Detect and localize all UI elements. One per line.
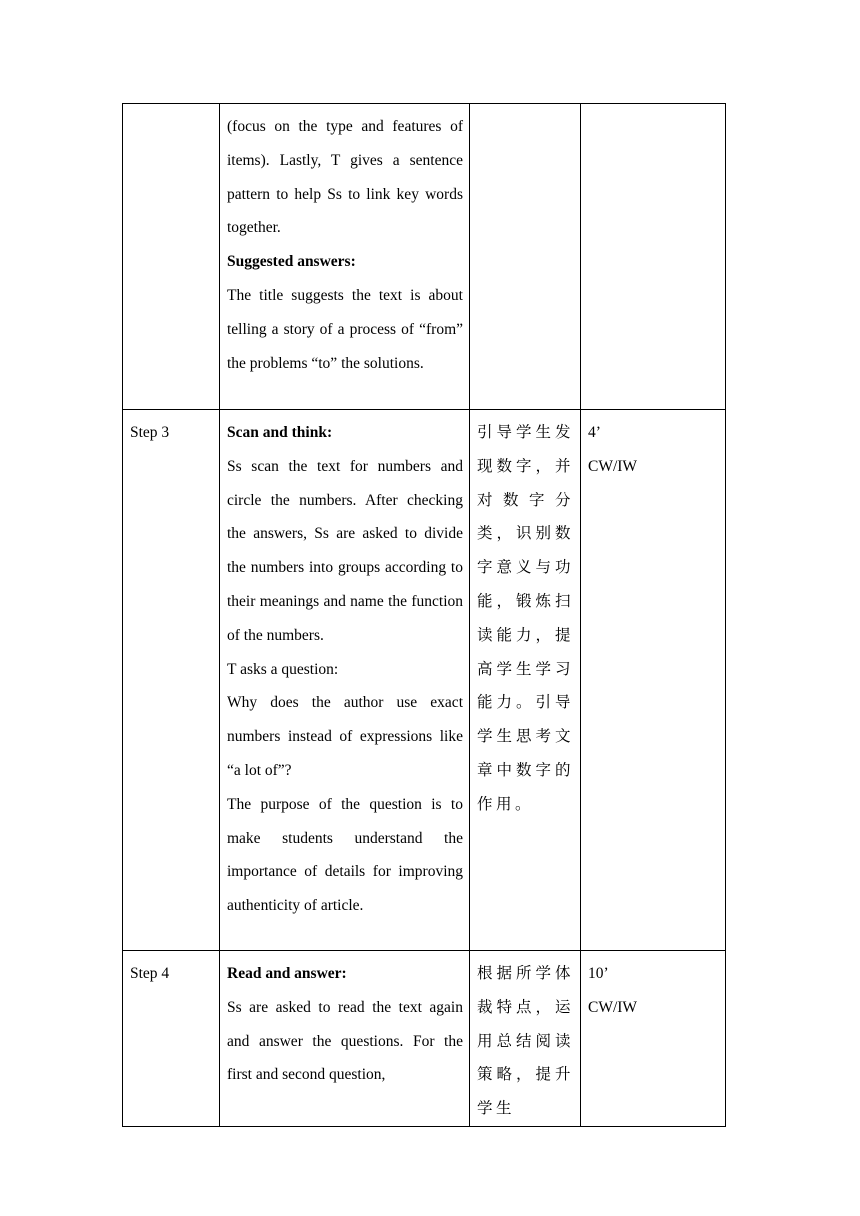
table-row [123, 104, 726, 410]
mode-value: CW/IW [588, 457, 638, 475]
process-heading: Scan and think: [227, 424, 333, 441]
time-mode-cell [581, 410, 726, 951]
purpose-text: 引导学生发现数字，并对数字分类，识别数字意义与功能，锻炼扫读能力，提高学生学习能力。引导学生思考文章中数字的作用。 [477, 423, 574, 813]
time-mode-cell [581, 951, 726, 1127]
step-cell [123, 104, 220, 410]
process-paragraph: (focus on the type and features of items). Lastly, T gives a sentence pattern to help Ss to link key words together. [227, 118, 463, 237]
process-cell [220, 951, 470, 1127]
time-value: 4’ [588, 424, 601, 441]
process-paragraph: The purpose of the question is to make students understand the importance of details for improving authenticity of article. [227, 795, 463, 915]
step-cell [123, 410, 220, 951]
process-heading: Read and answer: [227, 965, 347, 982]
step-label: Step 4 [130, 965, 170, 982]
purpose-cell [470, 951, 581, 1127]
process-paragraph: Why does the author use exact numbers instead of expressions like “a lot of”? [227, 694, 463, 779]
lesson-plan-table [122, 103, 726, 1127]
process-heading: Suggested answers: [227, 253, 356, 271]
purpose-cell [470, 104, 581, 410]
purpose-cell [470, 410, 581, 951]
process-paragraph: Ss scan the text for numbers and circle the numbers. After checking the answers, Ss are asked to divide the numbers into groups according to their meanings and name the function of the numbers. [227, 457, 463, 644]
process-cell [220, 410, 470, 951]
time-value: 10’ [588, 965, 609, 982]
table-row [123, 410, 726, 951]
step-label: Step 3 [130, 424, 170, 441]
process-paragraph: T asks a question: [227, 660, 339, 678]
time-mode-cell [581, 104, 726, 410]
process-paragraph: Ss are asked to read the text again and answer the questions. For the first and second question, [227, 998, 463, 1084]
process-paragraph: The title suggests the text is about telling a story of a process of “from” the problems “to” the solutions. [227, 286, 463, 372]
process-cell [220, 104, 470, 410]
table-row [123, 951, 726, 1127]
purpose-text: 根据所学体裁特点，运用总结阅读策略，提升学生 [477, 964, 574, 1118]
mode-value: CW/IW [588, 998, 638, 1016]
step-cell [123, 951, 220, 1127]
